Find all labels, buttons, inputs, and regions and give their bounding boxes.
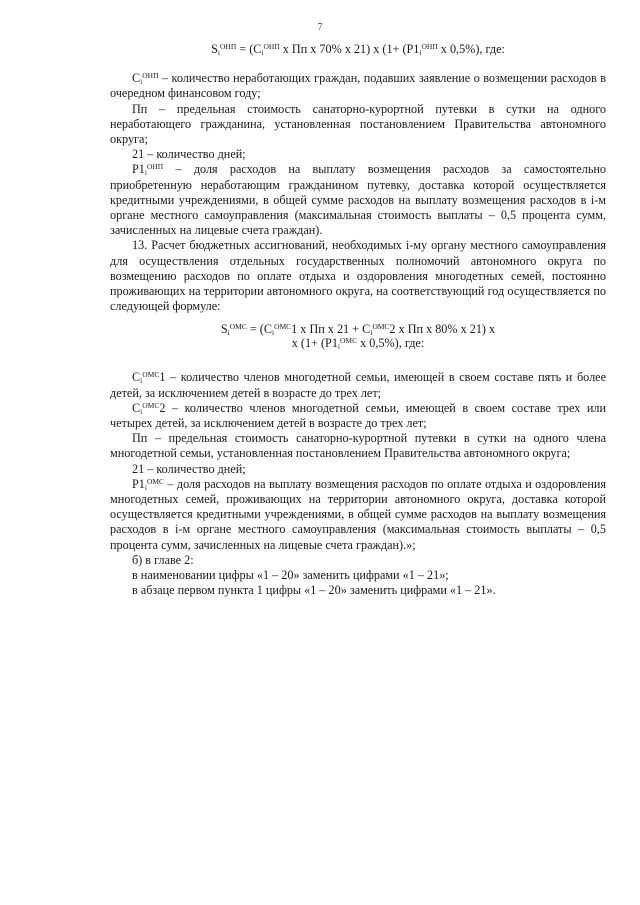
- definition-pp-oms: Пп – предельная стоимость санаторно-курортной путевки в сутки на одного члена многодетной семьи, установленная постановлением Правительства автономного округа;: [110, 431, 606, 461]
- superscript: ОМС: [142, 370, 160, 380]
- subscript: i: [271, 328, 275, 338]
- formula-sup: ОНП: [421, 42, 438, 51]
- text-run: 2 – количество членов многодетной семьи, имеющей в своем составе трех или четырех детей, за исключением детей в возрасте до трех лет;: [110, 400, 606, 431]
- formula-oms-line-2: [110, 336, 606, 350]
- paragraph-13: 13. Расчет бюджетных ассигнований, необходимых i-му органу местного самоуправления для осуществления отдельных государственных полномочий автономного округа по возмещению расходов по оплате отдыха и оздоровления многодетных семей, постоянно проживающих на территории автономного округа, на соответствующий год осуществляется по следующей формуле:: [110, 238, 606, 314]
- subscript: i: [144, 168, 147, 178]
- definition-pp: Пп – предельная стоимость санаторно-курортной путевки в сутки на одного неработающего гражданина, установленная постановлением Правительства автономного округа;: [110, 101, 606, 147]
- formula-sub: i: [217, 48, 220, 57]
- definition-days: 21 – количество дней;: [132, 147, 246, 162]
- definition-c-onp: [110, 71, 606, 101]
- text-run: C: [132, 71, 141, 86]
- superscript: ОНП: [146, 162, 164, 172]
- subscript: i: [140, 406, 143, 416]
- formula-oms: [110, 322, 606, 350]
- definition-c2-oms: [110, 401, 606, 431]
- formula-text: = (C: [236, 42, 262, 56]
- subscript: i: [144, 482, 147, 492]
- formula-oms-line-1: [110, 322, 606, 336]
- text-run: = (C: [246, 322, 272, 337]
- document-body: [110, 42, 606, 599]
- text-run: C: [132, 370, 141, 385]
- formula-text: S: [211, 42, 218, 56]
- formula-sup: ОНП: [219, 42, 237, 51]
- text-run: – количество неработающих граждан, подавших заявление о возмещении расходов в очередном финансовом году;: [110, 71, 606, 101]
- text-run: S: [220, 322, 228, 337]
- item-b-amendment-1: в наименовании цифры «1 – 20» заменить цифрами «1 – 21»;: [132, 568, 449, 583]
- subscript: i: [140, 376, 143, 386]
- subscript: i: [227, 328, 230, 338]
- formula-sub: i: [261, 48, 264, 57]
- formula-sup: ОНП: [263, 42, 280, 51]
- subscript: i: [370, 328, 373, 338]
- formula-text: х 0,5%), где:: [437, 42, 505, 56]
- text-run: Р1: [132, 476, 145, 491]
- definition-p1-onp: [110, 162, 606, 238]
- definition-c1-oms: [110, 370, 606, 400]
- page-number: 7: [317, 22, 323, 33]
- superscript: ОМС: [229, 322, 247, 332]
- formula-onp: [110, 42, 606, 57]
- text-run: – доля расходов на выплату возмещения расходов по оплате отдыха и оздоровления многодетных семей, проживающих на территории автономного округа, доставка которой осуществляется кредитными учреждениями, в общей сумме расходов на выплату возмещения расходов в i-м органе местного самоуправления (максимальная стоимость выплаты – 0,5 процента сумм, зачисленных на лицевые счета граждан).»;: [110, 476, 606, 552]
- superscript: ОМС: [146, 476, 165, 486]
- superscript: ОМС: [142, 400, 160, 410]
- superscript: ОМС: [372, 322, 390, 332]
- definition-p1-oms: [110, 477, 606, 553]
- formula-text: х Пп х 70% х 21) х (1+ (Р1: [279, 42, 420, 56]
- text-run: 1 – количество членов многодетной семьи, имеющей в своем составе пять и более детей, за исключением детей в возрасте до трех лет;: [110, 370, 606, 400]
- subscript: i: [140, 77, 143, 87]
- text-run: х 0,5%), где:: [357, 336, 425, 351]
- subscript: i: [337, 342, 341, 352]
- text-run: Р1: [132, 162, 145, 177]
- superscript: ОНП: [142, 71, 159, 81]
- superscript: ОМС: [340, 336, 358, 346]
- definition-days-oms: 21 – количество дней;: [132, 461, 246, 476]
- superscript: ОМС: [274, 322, 292, 332]
- text-run: 1 х Пп х 21 + C: [291, 322, 371, 337]
- formula-sub: i: [419, 48, 422, 57]
- text-run: 2 х Пп х 80% х 21) х: [389, 322, 496, 337]
- text-run: – доля расходов на выплату возмещения расходов за самостоятельно приобретенную неработающим гражданином путевку, доставка которой осуществляется кредитными учреждениями, в общей сумме расходов на выплату возмещения расходов в i-м органе местного самоуправления (максимальная стоимость выплаты – 0,5 процента сумм, зачисленных на лицевые счета граждан).: [110, 162, 606, 238]
- text-run: х (1+ (Р1: [291, 336, 338, 351]
- text-run: C: [132, 400, 141, 415]
- item-b-amendment-2: в абзаце первом пункта 1 цифры «1 – 20» заменить цифрами «1 – 21».: [132, 583, 496, 598]
- item-b: б) в главе 2:: [132, 552, 194, 567]
